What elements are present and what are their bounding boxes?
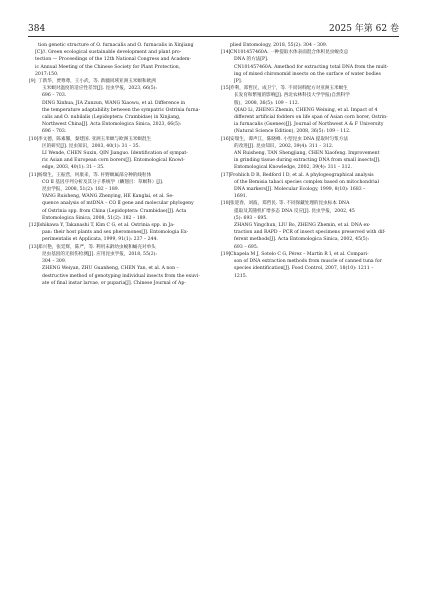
reference-number: [13] bbox=[29, 244, 39, 250]
reference-line: ate of final instar larvae, or puparia[J]. Chinese Journal of Ap- bbox=[42, 280, 186, 286]
page-header bbox=[28, 20, 399, 34]
reference-line: 郑兴艳，张廷辉，陈严，等. 利用末龄幼虫蜕和蛹壳对单头 bbox=[38, 244, 156, 250]
reference-line: Entomologica Sinica, 2008, 51(2): 182 – 189. bbox=[42, 215, 147, 221]
reference-line: ric Asian and European corn borers[J]. Entomological Knowl- bbox=[42, 158, 185, 164]
reference-line: DNA 的方法[P]. bbox=[234, 57, 269, 63]
reference-line: 提取及其随机扩增多态 DNA 反应[J]. 昆虫学报，2002, 45 bbox=[234, 208, 355, 214]
reference-number: [18] bbox=[221, 201, 231, 207]
reference-line: YANG Ruisheng, WANG Zhenying, HE Kanglai, et al. Se- bbox=[42, 194, 174, 200]
reference-line: (Natural Science Edition), 2008, 36(5): 109 – 112. bbox=[234, 129, 351, 135]
reference-line: in grinding tissue during extracting DNA from small insects[J]. bbox=[234, 158, 381, 164]
reference-line: of Ostrinia spp. from China (Lepidoptera: Crambidae)[J]. Acta bbox=[42, 208, 187, 214]
reference-line: CN101457460A. Amethod for extracting total DNA from the mult- bbox=[234, 64, 389, 70]
reference-line: son of DNA extraction methods from muscle of canned tuna for bbox=[234, 259, 382, 265]
reference-line: 张迎春，刘波，郑哲民. 等. 不同保藏处理的昆虫标本 DNA bbox=[230, 201, 350, 207]
right-column bbox=[221, 42, 396, 280]
reference-line: 696 – 703. bbox=[42, 93, 67, 99]
reference-line: Entomological Knowledge, 2002, 39(4): 311 – 312. bbox=[234, 165, 352, 171]
reference-line: calis and O. nubilalis (Lepidoptera: Crambidae) in Xinjiang, bbox=[42, 115, 181, 121]
reference-line: 长发育和繁殖的影响[J]. 西北农林科技大学学报(自然科学 bbox=[234, 93, 350, 99]
reference-line: 2017:150. bbox=[35, 71, 59, 77]
header-rule bbox=[28, 36, 399, 37]
reference-line: 玉米螟对温度的适应性差异[J]. 昆虫学报，2023, 66(5): bbox=[42, 86, 157, 92]
reference-line: 李文德，陈素馨，秦建国. 亚洲玉米螟与欧洲玉米螟混生 bbox=[38, 136, 152, 142]
reference-entry bbox=[29, 244, 204, 287]
reference-number: [15] bbox=[221, 86, 231, 92]
page-number: 384 bbox=[28, 24, 46, 34]
reference-number: [14] bbox=[221, 50, 231, 56]
reference-line: Frohlich D R, Bedford I D, et al. A phylogeographical analysis bbox=[230, 172, 374, 178]
reference-line: plied Entomology, 2018, 55(2): 304 – 309. bbox=[230, 43, 328, 48]
reference-line: ferent methods[J]. Acta Entomologica Sinica, 2002, 45(5): bbox=[234, 237, 370, 243]
reference-number: [16] bbox=[221, 136, 231, 142]
reference-line: Ishikawa Y, Takanashi T, Kim C G, et al. Ostrinia spp. in Ja- bbox=[38, 223, 175, 229]
reference-line: quence analysis of mtDNA – CO Ⅱ gene and molecular phylogeny bbox=[42, 201, 194, 207]
reference-entry bbox=[221, 136, 396, 172]
reference-line: 丁新华，贾尊尊，王小武，等. 新疆同域亚洲玉米螟和欧洲 bbox=[38, 79, 156, 85]
reference-line: (5): 693 – 695. bbox=[234, 215, 268, 221]
reference-line: ing of mixed chironomid insects on the surface of water bodies bbox=[234, 71, 381, 77]
reference-entry bbox=[29, 136, 204, 172]
reference-line: DING Xinhua, JIA Zunzun, WANG Xiaowu, et al. Difference in bbox=[42, 100, 186, 106]
reference-line: CO Ⅱ 基因序列分析及其分子系统学（鳞翅目：草螟科）[J]. bbox=[42, 179, 164, 185]
reference-entry bbox=[29, 172, 204, 222]
reference-line: species identification[J]. Food Control, 2007, 18(10): 1211 – bbox=[234, 266, 374, 272]
reference-entry bbox=[221, 49, 396, 85]
reference-line: ic Annual Meeting of the Chinese Society for Plant Protection, bbox=[35, 64, 181, 70]
reference-line: different artificial fodders on life span of Asian corn borer, Ostrin- bbox=[234, 115, 388, 121]
reference-line: pan: their host plants and sex pheromones[J]. Entomologia Ex- bbox=[42, 230, 189, 236]
reference-line: Chapela M J, Sotelo C G, Pérez – Martín R I, et al. Compari- bbox=[230, 251, 369, 257]
reference-line: tection — Proceedings of the 12th National Congress and Academ- bbox=[35, 57, 191, 63]
reference-number: [11] bbox=[29, 172, 39, 178]
reference-line: AN Ruisheng, TAN Shengjiang, CHEN Xiaofeng. Improvement bbox=[234, 151, 380, 157]
reference-line: the temperature adaptability between the sympatric Ostrinia furna- bbox=[42, 107, 201, 113]
reference-entry bbox=[221, 200, 396, 250]
reference-number: [10] bbox=[29, 136, 39, 142]
reference-line: 1691. bbox=[234, 194, 248, 200]
reference-line: QIAO Li, ZHENG Zhemin, CHENG Weining, et al. Impact of 4 bbox=[234, 107, 378, 113]
left-column bbox=[29, 42, 204, 287]
reference-line: 昆虫基因的无损伤检测[J]. 应用昆虫学报，2018, 55(2): bbox=[42, 251, 157, 257]
reference-line: DNA markers[J]. Molecular Ecology, 1999, 8(10): 1683 – bbox=[234, 187, 366, 193]
reference-line: 安瑞生，谭声江，陈晓峰. 小型昆虫 DNA 提取时匀浆方法 bbox=[230, 136, 348, 142]
reference-line: tion genetic structure of O. furnacalis and O. furnacalis in Xinjiang bbox=[38, 43, 194, 48]
reference-number: [9] bbox=[29, 79, 36, 85]
reference-line: 696 – 703. bbox=[42, 129, 67, 135]
reference-entry bbox=[221, 172, 396, 201]
journal-issue: 2025 年第 62 卷 bbox=[329, 24, 399, 34]
reference-line: LI Wende, CHEN Suxin, QIN Jianguo. Identification of sympat- bbox=[42, 151, 188, 157]
reference-line: [C]//. Green ecological sustainable development and plant pro- bbox=[35, 50, 182, 56]
reference-line: 693 – 695. bbox=[234, 244, 259, 250]
reference-entry bbox=[29, 222, 204, 244]
reference-entry bbox=[221, 42, 396, 49]
reference-line: traction and RAPD – PCR of insect specimens preserved with dif- bbox=[234, 230, 386, 236]
reference-line: 304 – 309. bbox=[42, 259, 67, 265]
reference-line: ZHENG Weiyan, ZHU Guanheng, CHEN Yan, et al. A non – bbox=[42, 266, 179, 272]
reference-line: destructive method of genotyping individual insects from the exuvi- bbox=[42, 273, 200, 279]
reference-line: ZHANG Yingchun, LIU Bo, ZHENG Zhemin, et al. DNA ex- bbox=[234, 223, 371, 229]
reference-number: [17] bbox=[221, 172, 231, 178]
reference-line: [P]. bbox=[234, 79, 243, 85]
reference-line: perimentalis et Applicata, 1999, 91(1): 237 – 244. bbox=[42, 237, 158, 243]
reference-line: 版)，2008, 36(5): 109 – 112. bbox=[234, 100, 300, 106]
reference-line: Northwest China[J]. Acta Entomologica Sinica, 2023, 66(5): bbox=[42, 122, 182, 128]
reference-line: 昆虫学报，2008, 51(2): 182 – 189. bbox=[42, 187, 120, 193]
reference-line: 1215. bbox=[234, 273, 248, 279]
reference-line: CN101457460A. 一种提取水体表面混合体积昆虫蜕皮总 bbox=[230, 50, 349, 56]
reference-line: of the Bemisia tabaci species complex based on mitochondrial bbox=[234, 179, 379, 185]
reference-line: 乔利，郑哲民，成卫宁，等. 不同饲料配方对亚洲玉米螟生 bbox=[230, 86, 348, 92]
reference-line: 区的研究[J]. 昆虫知识，2003, 40(1): 31 – 35. bbox=[42, 143, 141, 149]
reference-entry bbox=[221, 85, 396, 135]
reference-entry bbox=[29, 42, 204, 78]
reference-line: edge, 2003, 40(1): 31 – 35. bbox=[42, 165, 105, 171]
reference-entry bbox=[29, 78, 204, 136]
reference-line: 杨瑞生，王振营，何康来，等. 秆野螟属部分种的线粒体 bbox=[38, 172, 152, 178]
reference-entry bbox=[221, 251, 396, 280]
reference-number: [19] bbox=[221, 251, 231, 257]
reference-number: [12] bbox=[29, 223, 39, 229]
reference-line: 的改进[J]. 昆虫知识，2002, 39(4): 311 – 312. bbox=[234, 143, 334, 149]
reference-line: ia furnacalis (Guenee)[J]. Journal of Northwest A & F University bbox=[234, 122, 384, 128]
